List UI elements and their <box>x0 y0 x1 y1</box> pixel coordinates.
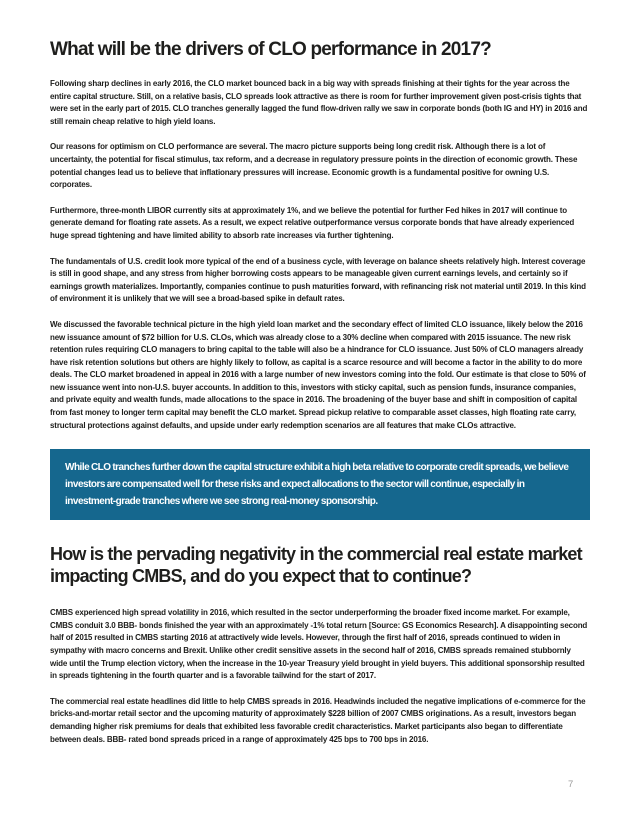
section1-paragraph-1: Following sharp declines in early 2016, the CLO market bounced back in a big way with spreads finishing at their tights for the year across the entire capital structure. Still, on a relative basis, CLO spreads look attractive as there is room for further improvement given post-crisis tights that were set in the early part of 2015. CLO tranches generally lagged the fund flow-driven rally we saw in corporate bonds (both IG and HY) in 2016 and still remain cheap relative to high yield loans. <box>50 79 588 126</box>
section1-paragraph-2: Our reasons for optimism on CLO performance are several. The macro picture supports being long credit risk. Although there is a lot of uncertainty, the potential for fiscal stimulus, tax reform, and a decrease in regulatory pressure points in the direction of economic growth. These potential changes lead us to believe that inflationary pressures will increase. Economic growth is a fundamental positive for owning U.S. corporates. <box>50 142 578 190</box>
section1-paragraph-3: Furthermore, three-month LIBOR currently sits at approximately 1%, and we believe the potential for further Fed hikes in 2017 will continue to generate demand for floating rate assets. As a result, we expect relative outperformance versus corporate bonds that have already experienced huge spread tightening and have limited ability to absorb rate increases via further tightening. <box>50 205 575 240</box>
page-number: 7 <box>568 779 574 790</box>
callout-text: While CLO tranches further down the capital structure exhibit a high beta relative to corporate credit spreads, we believe investors are compensated well for these risks and expect allocations to the sector will continue, especially in investment-grade tranches where we see strong real-money sponsorship. <box>65 462 569 508</box>
section1-paragraph-5: We discussed the favorable technical picture in the high yield loan market and the secondary effect of limited CLO issuance, likely below the 2016 new issuance amount of $72 billion for U.S. CLOs, which was already close to a 30% decline when compared with 2015 issuance. The new risk retention rules requiring CLO managers to bring capital to the table will also be a hindrance for CLO issuance. Just 50% of CLO managers already have risk retention solutions but others are highly likely to follow, as capital is a scarce resource and will become a factor in the ability to do more deals. The CLO market broadened in appeal in 2016 with a large number of new investors coming into the fold. Our estimate is that close to 50% of new issuance went into non-U.S. buyer accounts. In addition to this, investors with sticky capital, such as pension funds, insurance companies, and private equity and wealth funds, made allocations to the space in 2016. The broadening of the buyer base and shift in composition of capital from fast money to longer term capital may benefit the CLO market. Spread pickup relative to comparable asset classes, high floating rate carry, structural protections against defaults, and upside under early redemption scenarios are all features that make CLOs attractive. <box>50 319 586 430</box>
section2-paragraph-2: The commercial real estate headlines did little to help CMBS spreads in 2016. Headwinds included the negative implications of e-commerce for the bricks-and-mortar retail sector and the upcoming maturity of approximately $228 billion of 2007 CMBS originations. As a result, investors began demanding higher risk premiums for deals that exhibited less favorable credit characteristics. Market participants also began to differentiate between deals. BBB- rated bond spreads priced in a range of approximately 425 bps to 700 bps in 2016. <box>50 696 586 744</box>
callout-box <box>50 449 590 520</box>
section2-paragraph-1: CMBS experienced high spread volatility in 2016, which resulted in the sector underperforming the broader fixed income market. For example, CMBS conduit 3.0 BBB- bonds finished the year with an approximately -1% total return [Source: GS Economics Research]. A disappointing second half of 2015 resulted in CMBS starting 2016 at attractively wide levels. However, through the first half of 2016, spreads continued to widen in sympathy with macro concerns and Brexit. Unlike other credit sensitive assets in the second half of 2016, CMBS spreads remained stubbornly wide until the Trump election victory, when the increase in the 10-year Treasury yield brought in yield buyers. This additional sponsorship resulted in spreads tightening in the fourth quarter and is a favorable tailwind for the start of 2017. <box>50 608 588 681</box>
section1-paragraph-4: The fundamentals of U.S. credit look more typical of the end of a business cycle, with leverage on balance sheets relatively high. Interest coverage is still in good shape, and any stress from higher borrowing costs appears to be manageable given current earnings levels, and certainly so if earnings growth materializes. Importantly, companies continue to push maturities forward, with refinancing risk not material until 2019. In this kind of environment it is unlikely that we will see a broad-based spike in default rates. <box>50 256 586 304</box>
section2-heading: How is the pervading negativity in the commercial real estate market impacting CMBS, and do you expect that to continue? <box>50 544 582 587</box>
section1-heading: What will be the drivers of CLO performance in 2017? <box>50 39 491 60</box>
